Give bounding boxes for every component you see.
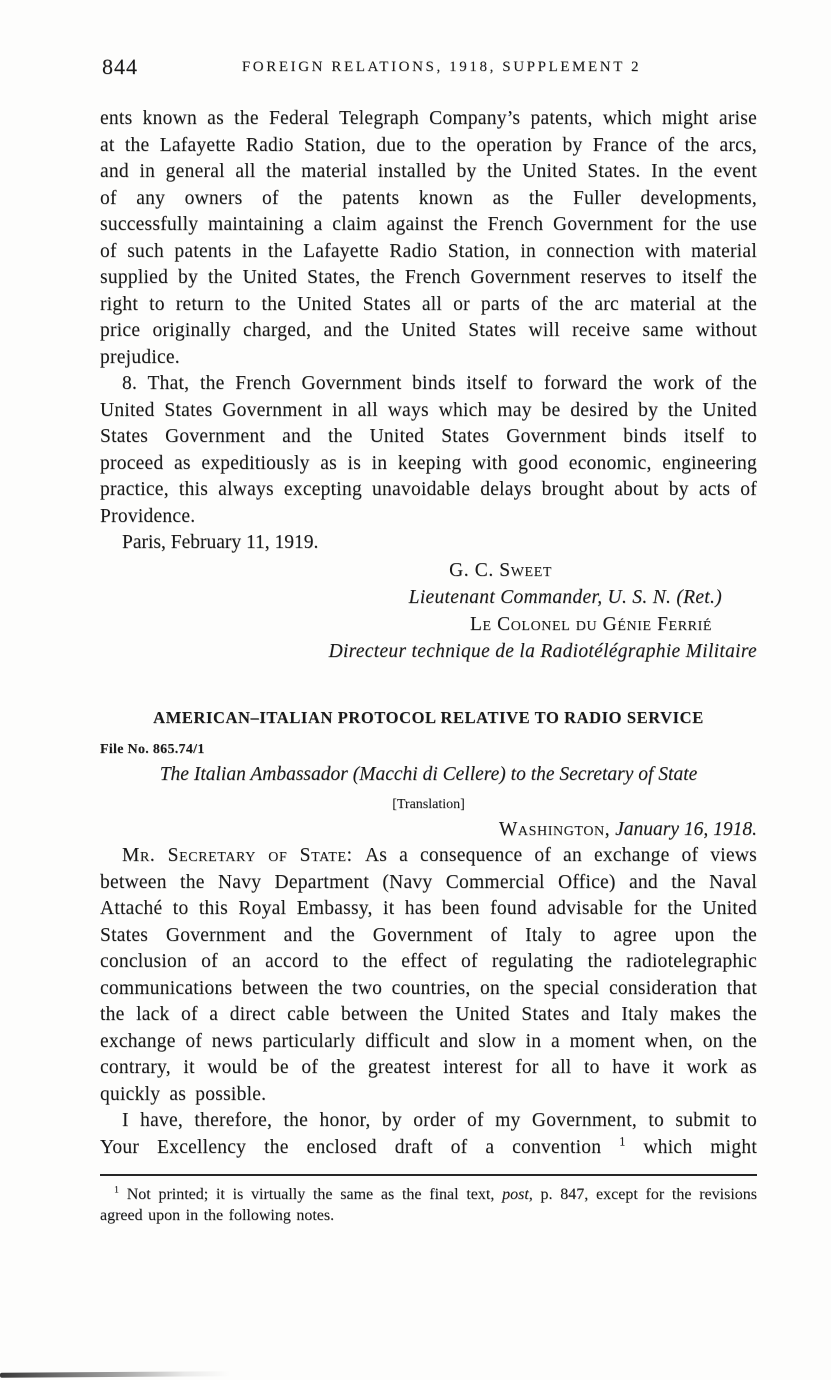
footnote-rule xyxy=(100,1174,757,1176)
running-header xyxy=(100,54,757,82)
translation-tag: [Translation] xyxy=(392,796,465,812)
signatory-title-2: Directeur technique de la Radiotélégraphie Militaire xyxy=(328,640,757,662)
letter-paragraph-2 xyxy=(100,1108,757,1161)
dateline-paris: Paris, February 11, 1919. xyxy=(122,532,319,553)
footnote-marker: 1 xyxy=(114,1184,119,1196)
paragraph-clause-8: 8. That, the French Government binds itself to forward the work of the United States Government in all ways which may be desired by the United States Government and the United States Government binds itself to proceed as expeditiously as is in keeping with good economic, engineering practice, this always excepting unavoidable delays brought about by acts of Providence. xyxy=(100,373,757,527)
letter-paragraph-1-text: As a consequence of an exchange of views between the Navy Department (Navy Commercial Office) and the Naval Attaché to this Royal Embassy, it has been found advisable for the United States Government and the Government of Italy to agree upon the conclusion of an accord to the effect of regulating the radiotelegraphic communications between the two countries, on the special consideration that the lack of a direct cable between the United States and Italy makes the exchange of news particularly difficult and slow in a moment when, on the contrary, it would be of the greatest interest for all to have it work as quickly as possible. xyxy=(100,845,758,1105)
signatory-name-2: Le Colonel du Génie Ferrié xyxy=(469,613,712,635)
running-title: FOREIGN RELATIONS, 1918, SUPPLEMENT 2 xyxy=(241,59,642,75)
scan-artifact xyxy=(0,1371,230,1378)
file-number: File No. 865.74/1 xyxy=(100,741,205,757)
place-date-line xyxy=(100,817,757,844)
place-name: Washington, xyxy=(498,818,611,840)
paragraph-continuation: ents known as the Federal Telegraph Company’s patents, which might arise at the Lafayette Radio Station, due to the operation by France of the arcs, and in general all the material installed by the United States. In the event of any owners of the patents known as the Fuller developments, successfully maintaining a claim against the French Government for the use of such patents in the Lafayette Radio Station, in connection with material supplied by the United States, the French Government reserves to itself the right to return to the United States all or parts of the arc material at the price originally charged, and the United States will receive same without prejudice. xyxy=(100,108,757,368)
signatory-name: G. C. Sweet xyxy=(449,559,552,581)
letter-paragraph-2-text: I have, therefore, the honor, by order of my Government, to submit to Your Excellency the enclosed draft of a convention xyxy=(100,1110,757,1158)
page-body xyxy=(100,106,757,1161)
footnote-italic-word: post, xyxy=(502,1186,533,1203)
signatory-title: Lieutenant Commander, U. S. N. (Ret.) xyxy=(408,586,722,608)
letter-date: January 16, 1918. xyxy=(610,818,757,840)
footnote-area xyxy=(100,1174,757,1226)
salutation: Mr. Secretary of State: xyxy=(122,845,365,866)
letter-paragraph-1 xyxy=(100,843,757,1108)
footnote-text xyxy=(100,1184,757,1226)
page-number: 844 xyxy=(102,54,138,79)
footnote-text-a: Not printed; it is virtually the same as the final text, xyxy=(118,1186,503,1203)
letter-paragraph-2-tail: which might xyxy=(625,1136,757,1158)
section-heading: AMERICAN–ITALIAN PROTOCOL RELATIVE TO RADIO SERVICE xyxy=(153,707,704,727)
signature-block xyxy=(100,557,757,665)
footnote-text-b: p. 847, except for the revisions agreed upon in the following notes. xyxy=(100,1186,757,1224)
document-subheading: The Italian Ambassador (Macchi di Cellere) to the Secretary of State xyxy=(159,763,698,785)
footnote-reference: 1 xyxy=(619,1134,626,1148)
